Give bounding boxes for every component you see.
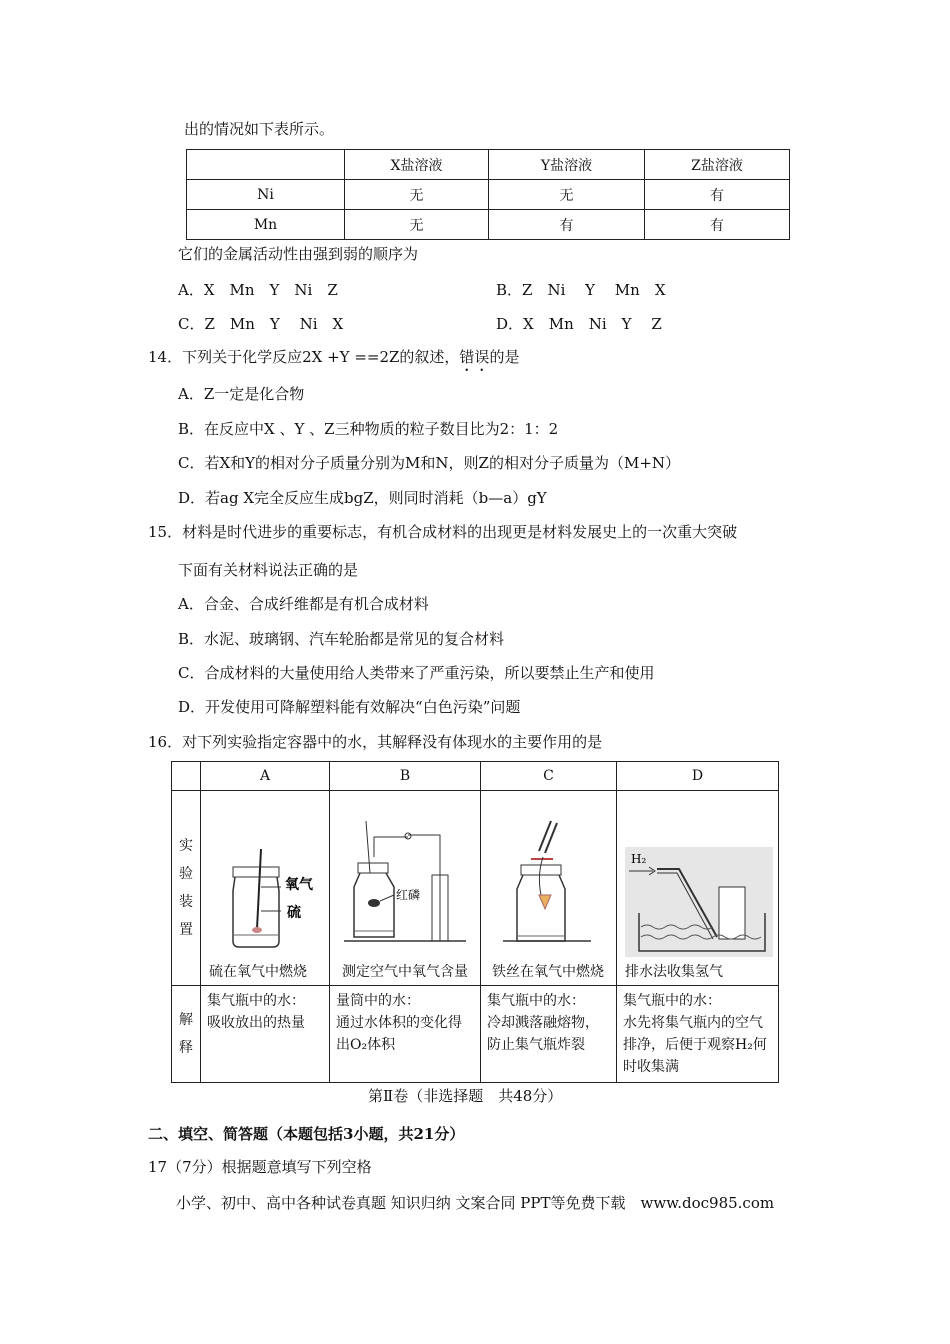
oxygen-content-figure <box>330 791 480 985</box>
sulfur-combustion-figure <box>201 791 329 985</box>
table-row <box>187 180 790 210</box>
table-header-cell: Z盐溶液 <box>645 150 790 180</box>
table-cell: 无 <box>345 180 489 210</box>
column-header: C <box>481 762 617 791</box>
q15-option-b: B．水泥、玻璃钢、汽车轮胎都是常见的复合材料 <box>178 630 505 648</box>
explanation-head: 集气瓶中的水： <box>487 993 585 1009</box>
table-cell: Ni <box>187 180 345 210</box>
explanation-body: 水先将集气瓶内的空气排净，后便于观察H₂何时收集满 <box>623 1015 767 1075</box>
q15-option-c: C．合成材料的大量使用给人类带来了严重污染，所以要禁止生产和使用 <box>178 664 655 682</box>
metal-reaction-table <box>186 149 790 240</box>
q14-option-a: A．Z一定是化合物 <box>178 385 305 403</box>
q13-stem: 它们的金属活动性由强到弱的顺序为 <box>178 245 419 263</box>
explanation-a <box>201 986 330 1083</box>
q15-option-a: A．合金、合成纤维都是有机合成材料 <box>178 595 429 613</box>
q15-option-d: D．开发使用可降解塑料能有效解决“白色污染”问题 <box>178 698 521 716</box>
caption-a: 硫在氧气中燃烧 <box>209 964 307 980</box>
q14-option-c: C．若X和Y的相对分子质量分别为M和N，则Z的相对分子质量为（M+N） <box>178 454 681 472</box>
experiment-table <box>171 761 779 1083</box>
footer-text: 小学、初中、高中各种试卷真题 知识归纳 文案合同 PPT等免费下载 www.doc985.com <box>176 1194 775 1212</box>
table-cell: Mn <box>187 210 345 240</box>
caption-d: 排水法收集氢气 <box>625 964 723 980</box>
explanation-head: 量筒中的水： <box>336 993 420 1009</box>
explanation-b <box>330 986 481 1083</box>
table-cell: 有 <box>645 210 790 240</box>
q14-stem-text: 14．下列关于化学反应2X +Y ==2Z的叙述， <box>148 348 460 366</box>
q14-stem <box>148 346 519 375</box>
q14-option-b: B．在反应中X 、Y 、Z三种物质的粒子数目比为2：1：2 <box>178 420 559 438</box>
table-cell: 有 <box>489 210 645 240</box>
iron-wire-combustion-figure <box>481 791 616 985</box>
apparatus-d <box>617 791 779 986</box>
q15-stem-line2: 下面有关材料说法正确的是 <box>178 561 359 579</box>
q14-stem-end: 的是 <box>489 348 520 366</box>
section-heading: 二、填空、简答题（本题包括3小题，共21分） <box>148 1125 465 1143</box>
label-oxygen: 氧气 <box>285 877 313 893</box>
column-header: D <box>617 762 779 791</box>
row-label-explanation: 解释 <box>172 986 201 1083</box>
table-row <box>187 210 790 240</box>
q13-option-c: C．Z Mn Y Ni X <box>178 315 344 333</box>
table-cell: 无 <box>345 210 489 240</box>
label-sulfur: 硫 <box>287 905 301 921</box>
table-cell: 无 <box>489 180 645 210</box>
q14-emphasis: 错误 <box>459 348 490 366</box>
apparatus-a <box>201 791 330 986</box>
intro-text: 出的情况如下表所示。 <box>184 120 335 138</box>
explanation-head: 集气瓶中的水： <box>623 993 721 1009</box>
explanation-body: 吸收放出的热量 <box>207 1015 305 1031</box>
corner-cell <box>172 762 201 791</box>
explanation-c <box>481 986 617 1083</box>
explanation-head: 集气瓶中的水： <box>207 993 305 1009</box>
label-phosphorus: 红磷 <box>396 888 421 902</box>
row-label-apparatus: 实验装置 <box>172 791 201 986</box>
q17-stem: 17（7分）根据题意填写下列空格 <box>148 1158 372 1176</box>
table-header-cell <box>187 150 345 180</box>
q13-option-d: D．X Mn Ni Y Z <box>496 315 662 333</box>
part2-title: 第Ⅱ卷（非选择题 共48分） <box>368 1087 563 1105</box>
caption-c: 铁丝在氧气中燃烧 <box>492 964 604 980</box>
caption-b: 测定空气中氧气含量 <box>342 964 468 980</box>
q14-option-d: D．若ag X完全反应生成bgZ，则同时消耗（b—a）gY <box>178 489 547 507</box>
table-header-cell: Y盐溶液 <box>489 150 645 180</box>
label-h2: H₂ <box>631 852 647 866</box>
explanation-body: 冷却溅落融熔物，防止集气瓶炸裂 <box>487 1015 599 1053</box>
column-header: B <box>330 762 481 791</box>
q13-option-b: B．Z Ni Y Mn X <box>496 281 666 299</box>
q13-option-a: A．X Mn Y Ni Z <box>178 281 338 299</box>
q15-stem: 15．材料是时代进步的重要标志，有机合成材料的出现更是材料发展史上的一次重大突破 <box>148 523 738 541</box>
q16-stem: 16．对下列实验指定容器中的水，其解释没有体现水的主要作用的是 <box>148 733 603 751</box>
apparatus-c <box>481 791 617 986</box>
apparatus-b <box>330 791 481 986</box>
explanation-body: 通过水体积的变化得出O₂体积 <box>336 1015 462 1053</box>
explanation-d <box>617 986 779 1083</box>
column-header: A <box>201 762 330 791</box>
hydrogen-collection-figure <box>617 791 780 985</box>
table-header-cell: X盐溶液 <box>345 150 489 180</box>
table-cell: 有 <box>645 180 790 210</box>
